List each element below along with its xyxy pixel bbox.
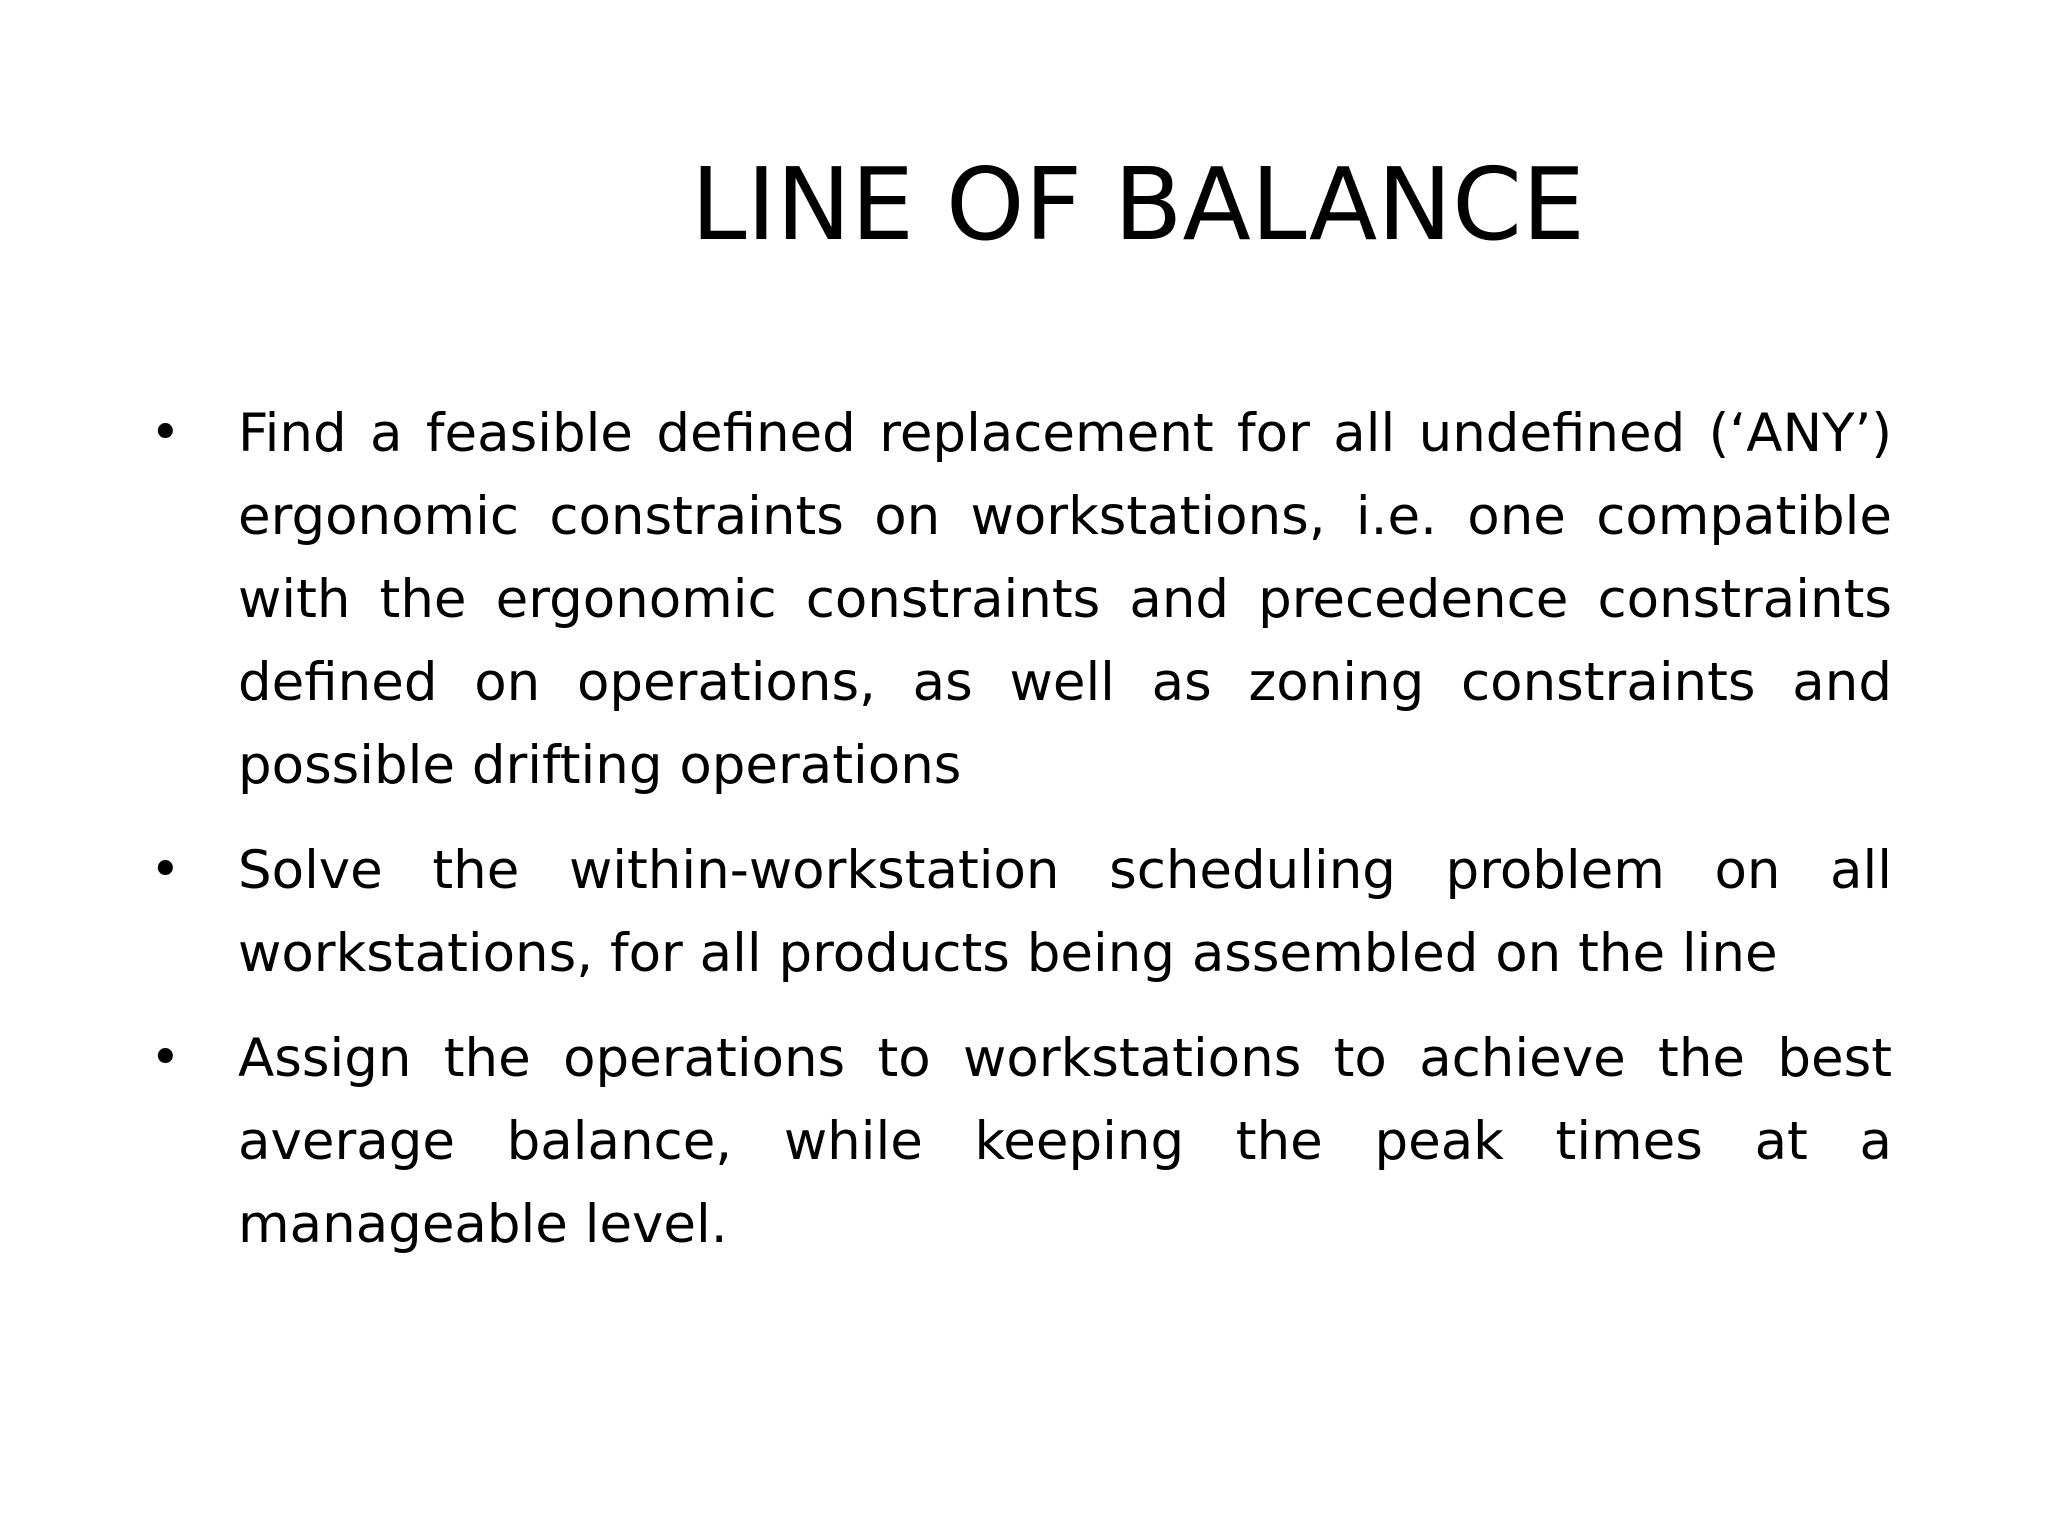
bullet-text: Assign the operations to workstations to achieve the best average balance, while keeping the peak times at a manageable level. (238, 1028, 1892, 1255)
bullet-item (150, 829, 1892, 995)
bullet-list (150, 392, 1892, 1288)
bullet-text: Solve the within-workstation scheduling problem on all workstations, for all products being assembled on the line (238, 840, 1892, 984)
slide-title: LINE OF BALANCE (690, 146, 1586, 263)
bullet-icon: • (150, 1028, 181, 1088)
bullet-icon: • (150, 840, 181, 900)
bullet-item (150, 392, 1892, 807)
bullet-item (150, 1017, 1892, 1266)
bullet-text: Find a feasible defined replacement for all undefined (‘ANY’) ergonomic constraints on workstations, i.e. one compatible with the ergonomic constraints and precedence constraints defined on operations, as well as zoning constraints and possible drifting operations (238, 403, 1892, 796)
bullet-icon: • (150, 403, 181, 463)
